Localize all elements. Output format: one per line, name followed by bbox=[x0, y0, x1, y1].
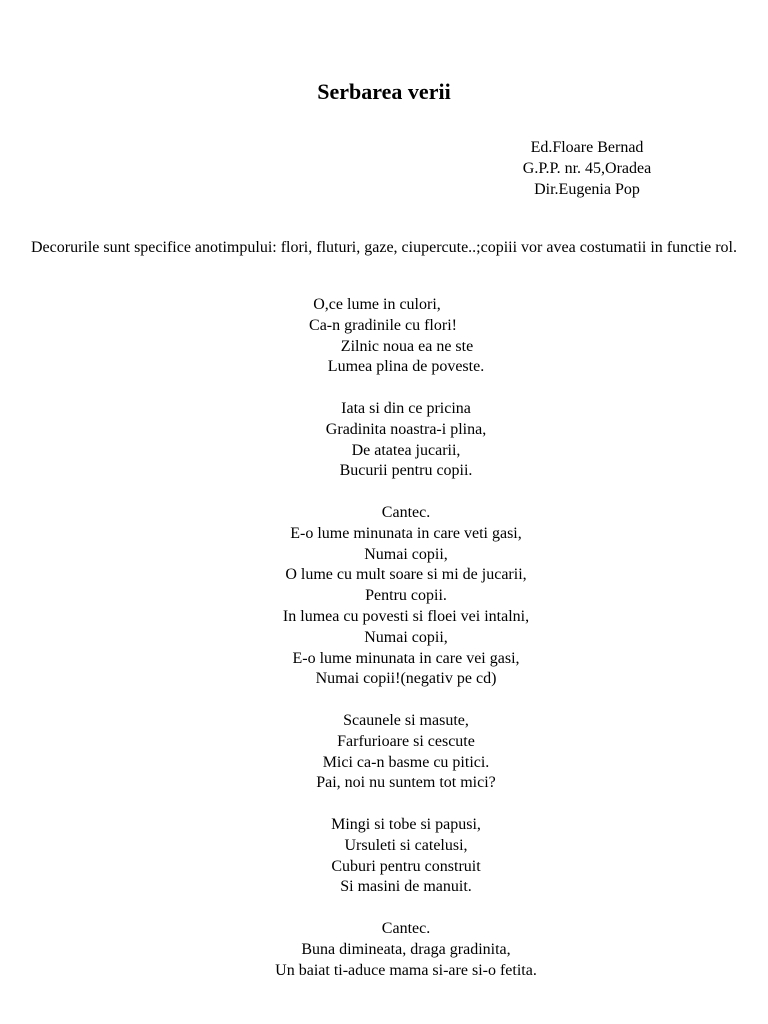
poem-line-row bbox=[0, 565, 768, 586]
author-block bbox=[497, 137, 677, 200]
stanza bbox=[0, 815, 768, 898]
poem-line: E-o lume minunata in care veti gasi, bbox=[290, 524, 522, 542]
poem-line-row bbox=[0, 545, 768, 566]
poem-line-row bbox=[0, 503, 768, 524]
author-line: Dir.Eugenia Pop bbox=[534, 181, 640, 198]
poem-line: Ca-n gradinile cu flori! bbox=[309, 316, 457, 334]
author-line: Ed.Floare Bernad bbox=[530, 139, 644, 156]
poem-line-row bbox=[0, 940, 768, 961]
poem-line: Iata si din ce pricina bbox=[341, 399, 471, 417]
poem-line: Mingi si tobe si papusi, bbox=[331, 815, 481, 833]
poem-line: Cantec. bbox=[381, 919, 431, 937]
poem-line-row bbox=[0, 399, 768, 420]
poem-line: Si masini de manuit. bbox=[340, 878, 472, 896]
poem-line-row bbox=[0, 420, 768, 441]
stanza bbox=[0, 711, 768, 794]
poem-line: Numai copii, bbox=[364, 628, 448, 646]
poem-line-row bbox=[0, 607, 768, 628]
poem-line: Cantec. bbox=[381, 503, 431, 521]
poem-line-row bbox=[0, 357, 768, 378]
poem-line-row bbox=[0, 815, 768, 836]
poem-line-row bbox=[0, 669, 768, 690]
poem-line: Numai copii, bbox=[364, 545, 448, 563]
poem-line-row bbox=[0, 295, 768, 316]
poem-line: Pai, noi nu suntem tot mici? bbox=[316, 774, 496, 792]
poem-line: E-o lume minunata in care vei gasi, bbox=[292, 649, 520, 667]
poem-line: In lumea cu povesti si floei vei intalni, bbox=[282, 607, 530, 625]
stanza bbox=[0, 399, 768, 482]
stanza bbox=[0, 919, 768, 981]
poem-line-row bbox=[0, 836, 768, 857]
poem-line-row bbox=[0, 857, 768, 878]
poem-line-row bbox=[0, 711, 768, 732]
poem-line: Zilnic noua ea ne ste bbox=[340, 337, 474, 355]
poem-line-row bbox=[0, 732, 768, 753]
poem-line-row bbox=[0, 877, 768, 898]
poem-line: Gradinita noastra-i plina, bbox=[325, 420, 487, 438]
intro-paragraph: Decorurile sunt specifice anotimpului: flori, fluturi, gaze, ciupercute..;copiii vor avea costumatii in functie rol. bbox=[31, 239, 737, 256]
poem-line: Lumea plina de poveste. bbox=[327, 358, 485, 376]
poem-line: Cuburi pentru construit bbox=[331, 857, 481, 875]
stanza bbox=[0, 503, 768, 690]
poem-line: Pentru copii. bbox=[365, 587, 447, 605]
poem-line: O,ce lume in culori, bbox=[313, 296, 441, 313]
poem-line-row bbox=[0, 316, 768, 337]
poem-line: Ursuleti si catelusi, bbox=[344, 836, 468, 854]
poem-line-row bbox=[0, 586, 768, 607]
poem-line: Scaunele si masute, bbox=[343, 711, 469, 729]
poem-line-row bbox=[0, 337, 768, 358]
poem-line: De atatea jucarii, bbox=[351, 441, 461, 459]
poem-line: Bucurii pentru copii. bbox=[339, 462, 473, 480]
document-title: Serbarea verii bbox=[317, 79, 451, 104]
poem-line-row bbox=[0, 461, 768, 482]
poem-body bbox=[0, 295, 768, 1002]
poem-line-row bbox=[0, 773, 768, 794]
poem-line-row bbox=[0, 753, 768, 774]
poem-line: Mici ca-n basme cu pitici. bbox=[322, 753, 490, 771]
poem-line-row bbox=[0, 649, 768, 670]
poem-line: O lume cu mult soare si mi de jucarii, bbox=[285, 566, 527, 584]
poem-line-row bbox=[0, 919, 768, 940]
poem-line-row bbox=[0, 524, 768, 545]
poem-line-row bbox=[0, 441, 768, 462]
author-line: G.P.P. nr. 45,Oradea bbox=[522, 160, 652, 177]
poem-line: Buna dimineata, draga gradinita, bbox=[301, 940, 511, 958]
poem-line-row bbox=[0, 961, 768, 982]
poem-line: Farfurioare si cescute bbox=[337, 732, 475, 750]
stanza bbox=[0, 295, 768, 378]
poem-line-row bbox=[0, 628, 768, 649]
poem-line: Un baiat ti-aduce mama si-are si-o fetita. bbox=[275, 961, 537, 979]
poem-line: Numai copii!(negativ pe cd) bbox=[315, 670, 497, 688]
